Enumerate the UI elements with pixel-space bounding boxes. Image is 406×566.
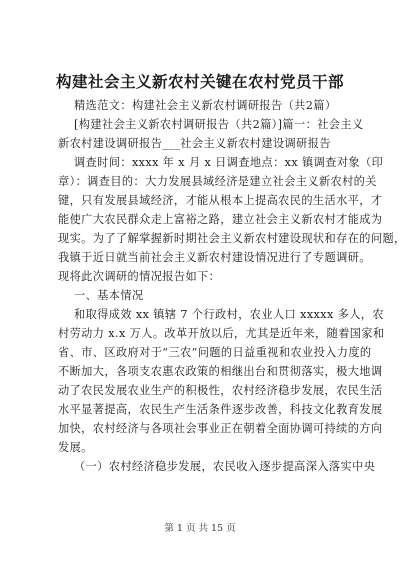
page-footer: 第 1 页 共 15 页	[164, 523, 236, 534]
text-line: [构建社会主义新农村调研报告（共2篇）]篇一：社会主义	[74, 118, 364, 131]
document-body	[58, 96, 406, 476]
text-line: 村劳动力 x.x 万人。改革开放以后，尤其是近年来，随着国家和	[58, 327, 385, 340]
text-line: 发展。	[58, 441, 93, 454]
text-line: 不断加大，各项支农惠农政策的相继出台和贯彻落实，极大地调	[58, 365, 383, 378]
section-heading: 一、基本情况	[74, 289, 144, 302]
text-line: 现实。为了了解掌握新时期社会主义新农村建设现状和存在的问题，	[58, 232, 406, 245]
text-line: 省、市、区政府对于“三农”问题的日益重视和农业投入力度的	[58, 346, 372, 359]
document-title: 构建社会主义新农村关键在农村党员干部	[55, 72, 344, 91]
text-line: 动了农民发展农业生产的积极性，农村经济稳步发展，农民生活	[58, 384, 383, 397]
text-line: 调查时间：xxxx 年 x 月 x 日调查地点：xx 镇调查对象（印	[74, 156, 384, 169]
text-line: 键，只有发展县域经济，才能从根本上提高农民的生活水平，才	[58, 194, 383, 207]
text-line: 新农村建设调研报告___社会主义新农村建设调研报告	[58, 137, 331, 150]
text-line: 章）：调查目的：大力发展县域经济是建立社会主义新农村的关	[58, 175, 377, 188]
text-line: 和取得成效 xx 镇辖 7 个行政村，农业人口 xxxxx 多人，农	[74, 308, 384, 321]
text-line: 精选范文：构建社会主义新农村调研报告（共2篇）	[74, 99, 337, 112]
text-line: 现将此次调研的情况报告如下：	[58, 270, 221, 283]
subsection-heading: （一）农村经济稳步发展，农民收入逐步提高深入落实中央	[74, 460, 376, 473]
text-line: 加快，农村经济与各项社会事业正在朝着全面协调可持续的方向	[58, 422, 383, 435]
text-line: 水平显著提高，农民生产生活条件逐步改善，科技文化教育发展	[58, 403, 383, 416]
text-line: 我镇于近日就当前社会主义新农村建设情况进行了专题调研。	[58, 251, 371, 264]
text-line: 能使广大农民群众走上富裕之路，建立社会主义新农村才能成为	[58, 213, 383, 226]
